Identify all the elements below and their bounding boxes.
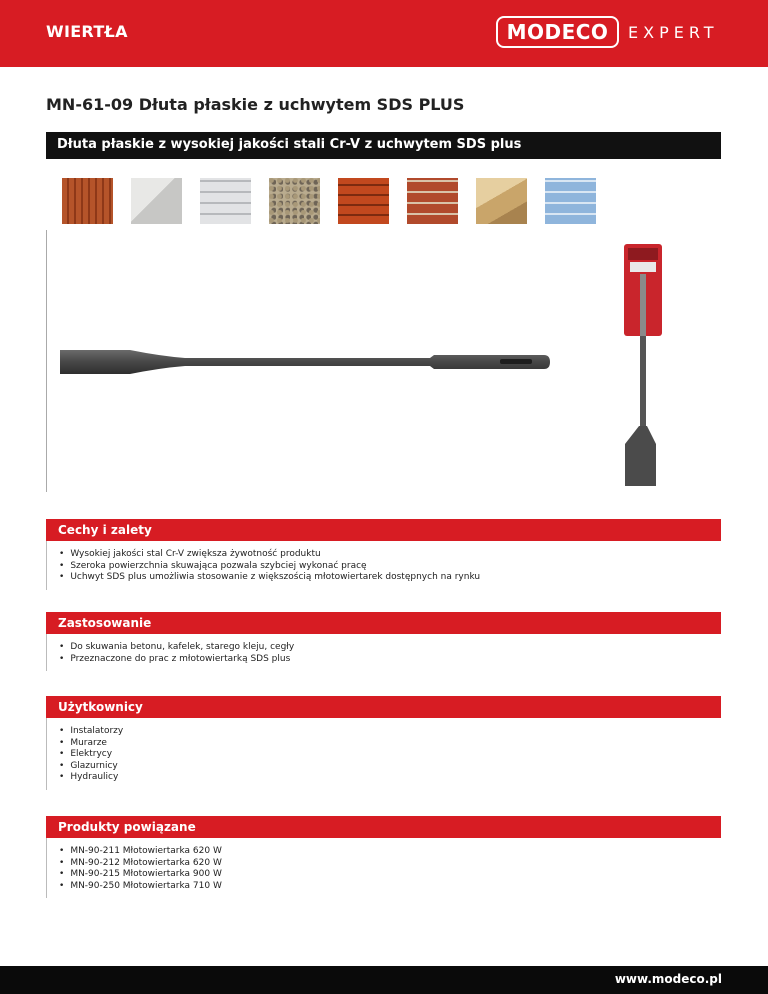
packaged-chisel-image [622,244,664,490]
list-item[interactable]: • MN-90-212 Młotowiertarka 620 W [59,858,721,870]
product-subtitle: Dłuta płaskie z wysokiej jakości stali Cr-V z uchwytem SDS plus [57,137,522,152]
brick-wall-icon [407,178,458,224]
page-header [0,0,768,67]
product-subtitle-bar [46,132,721,159]
usage-header [46,612,721,634]
users-section [46,696,721,790]
concrete-icon [131,178,182,224]
list-item: • Murarze [59,738,721,750]
related-header [46,816,721,838]
related-title: Produkty powiązane [58,820,196,834]
list-item: • Instalatorzy [59,726,721,738]
list-item[interactable]: • MN-90-215 Młotowiertarka 900 W [59,869,721,881]
list-item[interactable]: • MN-90-250 Młotowiertarka 710 W [59,881,721,893]
chisel-image [60,340,555,380]
brand-logo: MODECO [496,16,619,48]
list-item: • Elektrycy [59,749,721,761]
hollow-brick-icon [338,178,389,224]
related-section [46,816,721,898]
wood-icon [476,178,527,224]
list-item: • Szeroka powierzchnia skuwająca pozwala szybciej wykonać pracę [59,561,721,573]
tiles-icon [545,178,596,224]
features-section [46,519,721,590]
usage-section [46,612,721,671]
users-title: Użytkownicy [58,700,143,714]
image-border [46,230,47,492]
page-footer [0,966,768,994]
website-link[interactable]: www.modeco.pl [614,972,722,986]
category-label: WIERTŁA [46,22,128,41]
list-item: • Do skuwania betonu, kafelek, starego kleju, cegły [59,642,721,654]
list-item[interactable]: • MN-90-211 Młotowiertarka 620 W [59,846,721,858]
list-item: • Uchwyt SDS plus umożliwia stosowanie z większością młotowiertarek dostępnych na rynku [59,572,721,584]
list-item: • Hydraulicy [59,772,721,784]
features-title: Cechy i zalety [58,523,152,537]
list-item: • Przeznaczone do prac z młotowiertarką SDS plus [59,654,721,666]
ceramic-brick-icon [62,178,113,224]
stone-icon [269,178,320,224]
users-header [46,696,721,718]
paving-tiles-icon [200,178,251,224]
features-header [46,519,721,541]
list-item: • Wysokiej jakości stal Cr-V zwiększa żywotność produktu [59,549,721,561]
brand-logo-suffix: EXPERT [628,23,719,42]
usage-title: Zastosowanie [58,616,152,630]
product-title: MN-61-09 Dłuta płaskie z uchwytem SDS PLUS [46,95,465,114]
list-item: • Glazurnicy [59,761,721,773]
